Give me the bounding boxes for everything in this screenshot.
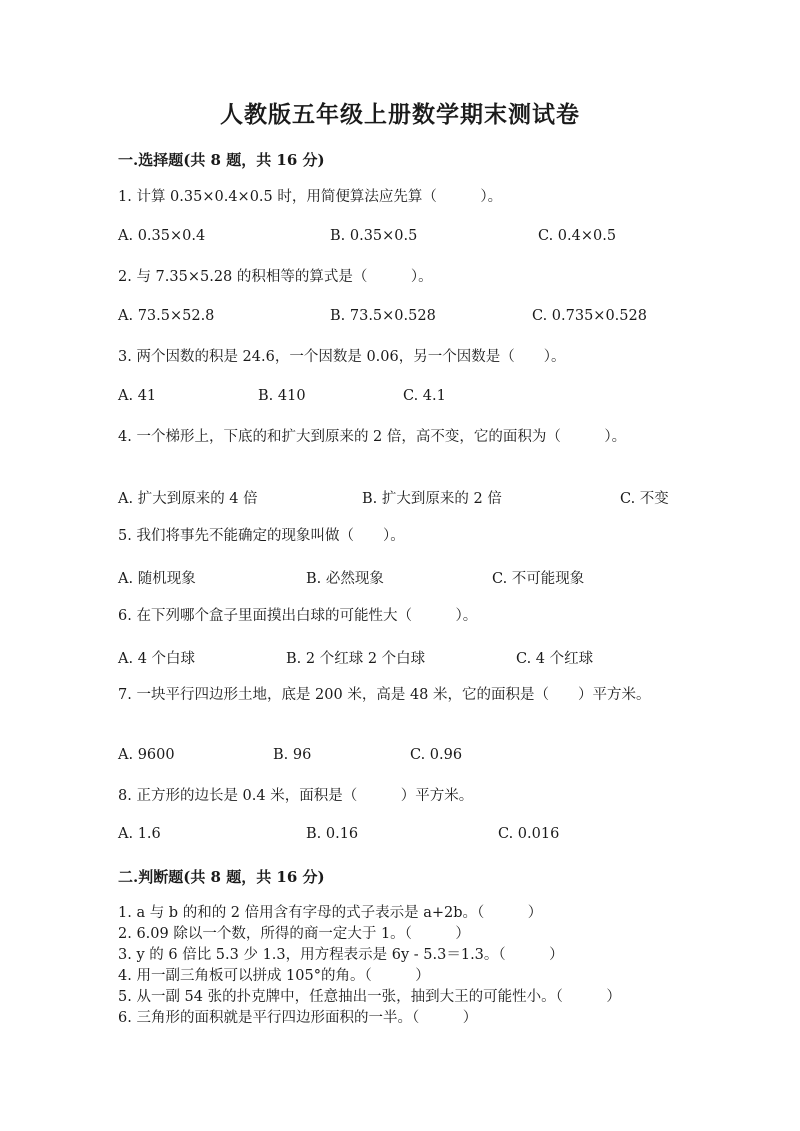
q5-option-c[interactable]: C. 不可能现象	[492, 571, 585, 587]
q2-option-b[interactable]: B. 73.5×0.528	[330, 308, 436, 324]
exam-title: 人教版五年级上册数学期末测试卷	[220, 101, 580, 128]
q5-option-b[interactable]: B. 必然现象	[306, 571, 384, 587]
question-5: 5. 我们将事先不能确定的现象叫做（ ）。	[118, 528, 405, 544]
question-1: 1. 计算 0.35×0.4×0.5 时，用简便算法应先算（ ）。	[118, 189, 503, 205]
q3-option-a[interactable]: A. 41	[118, 388, 157, 404]
question-2: 2. 与 7.35×5.28 的积相等的算式是（ ）。	[118, 269, 433, 285]
q8-option-a[interactable]: A. 1.6	[118, 826, 161, 842]
judge-item-5: 5. 从一副 54 张的扑克牌中，任意抽出一张，抽到大王的可能性小。（ ）	[118, 989, 621, 1005]
question-4: 4. 一个梯形上，下底的和扩大到原来的 2 倍，高不变，它的面积为（ ）。	[118, 429, 627, 445]
q7-option-a[interactable]: A. 9600	[118, 747, 175, 763]
judge-item-6: 6. 三角形的面积就是平行四边形面积的一半。（ ）	[118, 1010, 478, 1026]
question-7: 7. 一块平行四边形土地，底是 200 米，高是 48 米，它的面积是（ ）平方米。	[118, 687, 651, 703]
q6-option-a[interactable]: A. 4 个白球	[118, 651, 196, 667]
q2-option-a[interactable]: A. 73.5×52.8	[118, 308, 215, 324]
q1-option-b[interactable]: B. 0.35×0.5	[330, 228, 418, 244]
question-8: 8. 正方形的边长是 0.4 米，面积是（ ）平方米。	[118, 788, 474, 804]
q1-option-c[interactable]: C. 0.4×0.5	[538, 228, 617, 244]
judge-item-3: 3. y 的 6 倍比 5.3 少 1.3，用方程表示是 6y - 5.3＝1.3。（ ）	[118, 947, 564, 963]
q8-option-b[interactable]: B. 0.16	[306, 826, 359, 842]
judge-item-4: 4. 用一副三角板可以拼成 105°的角。（ ）	[118, 968, 430, 984]
judge-item-2: 2. 6.09 除以一个数，所得的商一定大于 1。（ ）	[118, 926, 470, 942]
q7-option-b[interactable]: B. 96	[273, 747, 312, 763]
q4-option-a[interactable]: A. 扩大到原来的 4 倍	[118, 491, 258, 507]
judge-item-1: 1. a 与 b 的和的 2 倍用含有字母的式子表示是 a+2b。（ ）	[118, 905, 543, 921]
q7-option-c[interactable]: C. 0.96	[410, 747, 463, 763]
section-1-heading: 一.选择题(共 8 题，共 16 分)	[118, 151, 325, 169]
q3-option-c[interactable]: C. 4.1	[403, 388, 446, 404]
section-2-heading: 二.判断题(共 8 题，共 16 分)	[118, 868, 325, 886]
q3-option-b[interactable]: B. 410	[258, 388, 306, 404]
q8-option-c[interactable]: C. 0.016	[498, 826, 560, 842]
q6-option-c[interactable]: C. 4 个红球	[516, 651, 594, 667]
q2-option-c[interactable]: C. 0.735×0.528	[532, 308, 647, 324]
question-6: 6. 在下列哪个盒子里面摸出白球的可能性大（ ）。	[118, 608, 478, 624]
q5-option-a[interactable]: A. 随机现象	[118, 571, 196, 587]
question-3: 3. 两个因数的积是 24.6，一个因数是 0.06，另一个因数是（ ）。	[118, 349, 566, 365]
q6-option-b[interactable]: B. 2 个红球 2 个白球	[286, 651, 426, 667]
q4-option-c[interactable]: C. 不变	[620, 491, 669, 507]
q1-option-a[interactable]: A. 0.35×0.4	[118, 228, 206, 244]
q4-option-b[interactable]: B. 扩大到原来的 2 倍	[362, 491, 502, 507]
